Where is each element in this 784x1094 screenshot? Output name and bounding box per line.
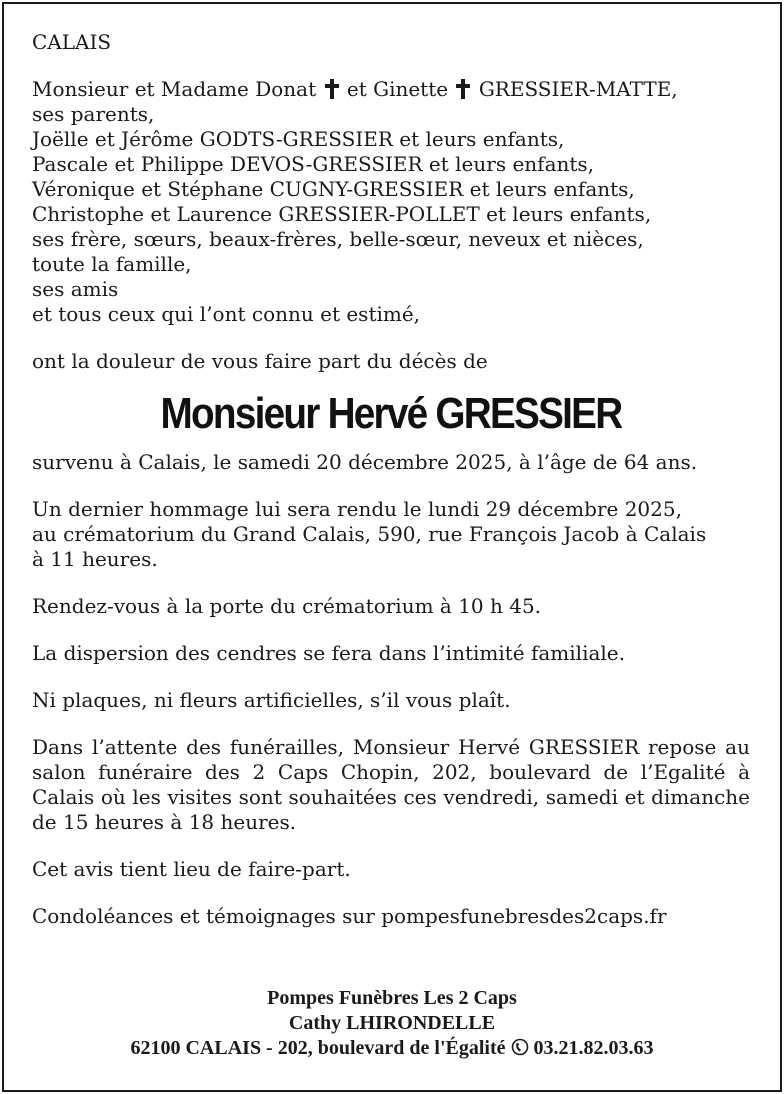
deceased-name: Monsieur Hervé GRESSIER — [160, 389, 622, 438]
phone-number: 03.21.82.03.63 — [533, 1037, 654, 1059]
rendezvous: Rendez-vous à la porte du crématorium à 10 h 45. — [32, 594, 542, 618]
death-info: survenu à Calais, le samedi 20 décembre 2025, à l’âge de 64 ans. — [32, 450, 698, 474]
family-line: Pascale et Philippe DEVOS-GRESSIER et leurs enfants, — [32, 152, 595, 176]
family-line: ses parents, — [32, 102, 155, 126]
family-line: toute la famille, — [32, 252, 192, 276]
family-line: ses frère, sœurs, beaux-frères, belle-sœur, neveux et nièces, — [32, 227, 644, 251]
cross-icon — [456, 79, 470, 99]
manager-name: Cathy LHIRONDELLE — [288, 1012, 496, 1034]
obituary-body — [32, 30, 750, 929]
tribute-line: à 11 heures. — [32, 547, 158, 571]
tribute-line: Un dernier hommage lui sera rendu le lundi 29 décembre 2025, — [32, 497, 682, 521]
announcement: ont la douleur de vous faire part du décès de — [32, 349, 488, 373]
notice: Cet avis tient lieu de faire-part. — [32, 857, 351, 881]
family-line: Christophe et Laurence GRESSIER-POLLET et leurs enfants, — [32, 202, 652, 226]
family-line: ses amis — [32, 277, 119, 301]
condolences: Condoléances et témoignages sur pompesfunebresdes2caps.fr — [32, 904, 667, 928]
company-name: Pompes Funèbres Les 2 Caps — [267, 987, 517, 1009]
funeral-home-footer — [0, 986, 784, 1061]
visitation: Dans l’attente des funérailles, Monsieur Hervé GRESSIER repose au salon funéraire des 2 Caps Chopin, 202, boulevard de l’Egalité à Calais où les visites sont souhaitées ces vendredi, samedi et dimanche de 15 heures à 18 heures. — [32, 735, 750, 834]
no-flowers: Ni plaques, ni fleurs artificielles, s’il vous plaît. — [32, 688, 511, 712]
tribute-line: au crématorium du Grand Calais, 590, rue François Jacob à Calais — [32, 522, 707, 546]
cross-icon — [325, 79, 339, 99]
dispersion: La dispersion des cendres se fera dans l’intimité familiale. — [32, 641, 625, 665]
family-line-parents: Monsieur et Madame Donat et Ginette GRESSIER-MATTE, — [32, 77, 678, 101]
address: 62100 CALAIS - 202, boulevard de l'Égalité — [130, 1037, 506, 1059]
family-line: et tous ceux qui l’ont connu et estimé, — [32, 302, 421, 326]
phone-icon — [511, 1038, 529, 1056]
family-line: Joëlle et Jérôme GODTS-GRESSIER et leurs enfants, — [32, 127, 565, 151]
city: CALAIS — [32, 30, 112, 54]
address-line — [0, 1036, 784, 1061]
family-line: Véronique et Stéphane CUGNY-GRESSIER et leurs enfants, — [32, 177, 635, 201]
